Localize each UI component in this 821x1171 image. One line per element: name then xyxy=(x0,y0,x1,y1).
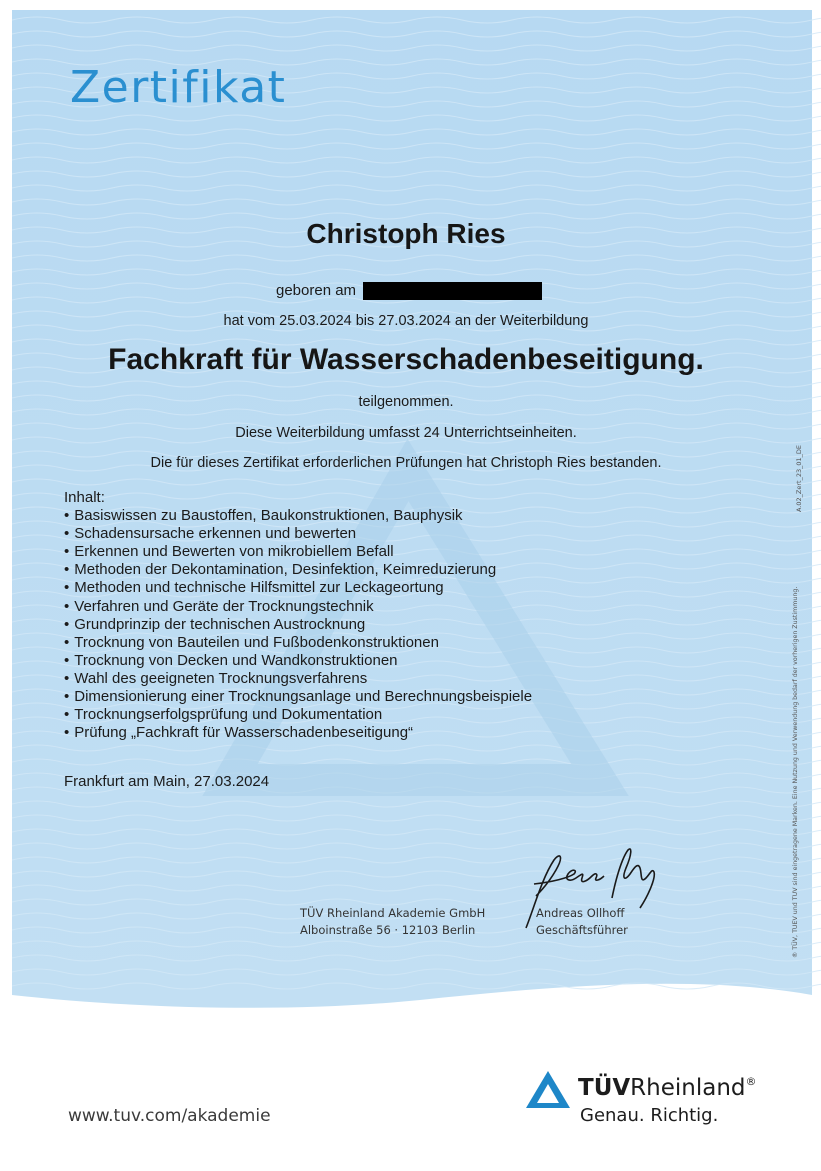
birth-date-redaction xyxy=(363,282,542,300)
units-line: Diese Weiterbildung umfasst 24 Unterrichtseinheiten. xyxy=(235,425,577,441)
list-item: • Methoden der Dekontamination, Desinfektion, Keimreduzierung xyxy=(64,561,532,579)
list-item: • Wahl des geeigneten Trocknungsverfahrens xyxy=(64,670,532,688)
registered-mark: ® xyxy=(745,1075,757,1088)
list-item: • Verfahren und Geräte der Trocknungstechnik xyxy=(64,598,532,616)
trademark-note: ® TÜV, TUEV und TUV sind eingetragene Marken. Eine Nutzung und Verwendung bedarf der vorherigen Zustimmung. xyxy=(792,586,799,958)
document-code: A.02_Zert_23_01_DE xyxy=(795,445,803,512)
content-list xyxy=(64,507,532,742)
birth-label: geboren am xyxy=(276,282,357,299)
list-item: • Methoden und technische Hilfsmittel zur Leckageortung xyxy=(64,579,532,597)
course-title: Fachkraft für Wasserschadenbeseitigung. xyxy=(108,343,704,376)
brand-name xyxy=(578,1075,757,1101)
list-item: • Basiswissen zu Baustoffen, Baukonstruktionen, Bauphysik xyxy=(64,507,532,525)
issuer-name: TÜV Rheinland Akademie GmbH xyxy=(300,906,486,920)
list-item: • Trocknung von Decken und Wandkonstruktionen xyxy=(64,652,532,670)
brand-name-rest: Rheinland xyxy=(630,1075,746,1101)
list-item: • Trocknung von Bauteilen und Fußbodenkonstruktionen xyxy=(64,634,532,652)
tuv-triangle-logo-icon xyxy=(524,1068,572,1110)
content-section xyxy=(64,489,532,742)
list-item: • Prüfung „Fachkraft für Wasserschadenbeseitigung“ xyxy=(64,724,532,742)
website-link[interactable]: www.tuv.com/akademie xyxy=(68,1106,271,1126)
signer-role: Geschäftsführer xyxy=(536,923,628,937)
certificate-title: Zertifikat xyxy=(70,62,287,113)
exam-passed-line: Die für dieses Zertifikat erforderlichen Prüfungen hat Christoph Ries bestanden. xyxy=(150,455,662,471)
place-and-date: Frankfurt am Main, 27.03.2024 xyxy=(64,773,270,790)
list-item: • Dimensionierung einer Trocknungsanlage und Berechnungsbeispiele xyxy=(64,688,532,706)
participated-line: teilgenommen. xyxy=(358,394,454,410)
brand-name-bold: TÜV xyxy=(578,1075,631,1101)
recipient-name: Christoph Ries xyxy=(306,218,506,249)
list-item: • Trocknungserfolgsprüfung und Dokumentation xyxy=(64,706,532,724)
list-item: • Erkennen und Bewerten von mikrobiellem Befall xyxy=(64,543,532,561)
content-heading: Inhalt: xyxy=(64,489,105,506)
signer-name: Andreas Ollhoff xyxy=(536,906,625,920)
list-item: • Schadensursache erkennen und bewerten xyxy=(64,525,532,543)
brand-slogan: Genau. Richtig. xyxy=(580,1105,719,1126)
period-line: hat vom 25.03.2024 bis 27.03.2024 an der Weiterbildung xyxy=(223,313,589,329)
issuer-address: Alboinstraße 56 · 12103 Berlin xyxy=(300,923,476,937)
list-item: • Grundprinzip der technischen Austrocknung xyxy=(64,616,532,634)
